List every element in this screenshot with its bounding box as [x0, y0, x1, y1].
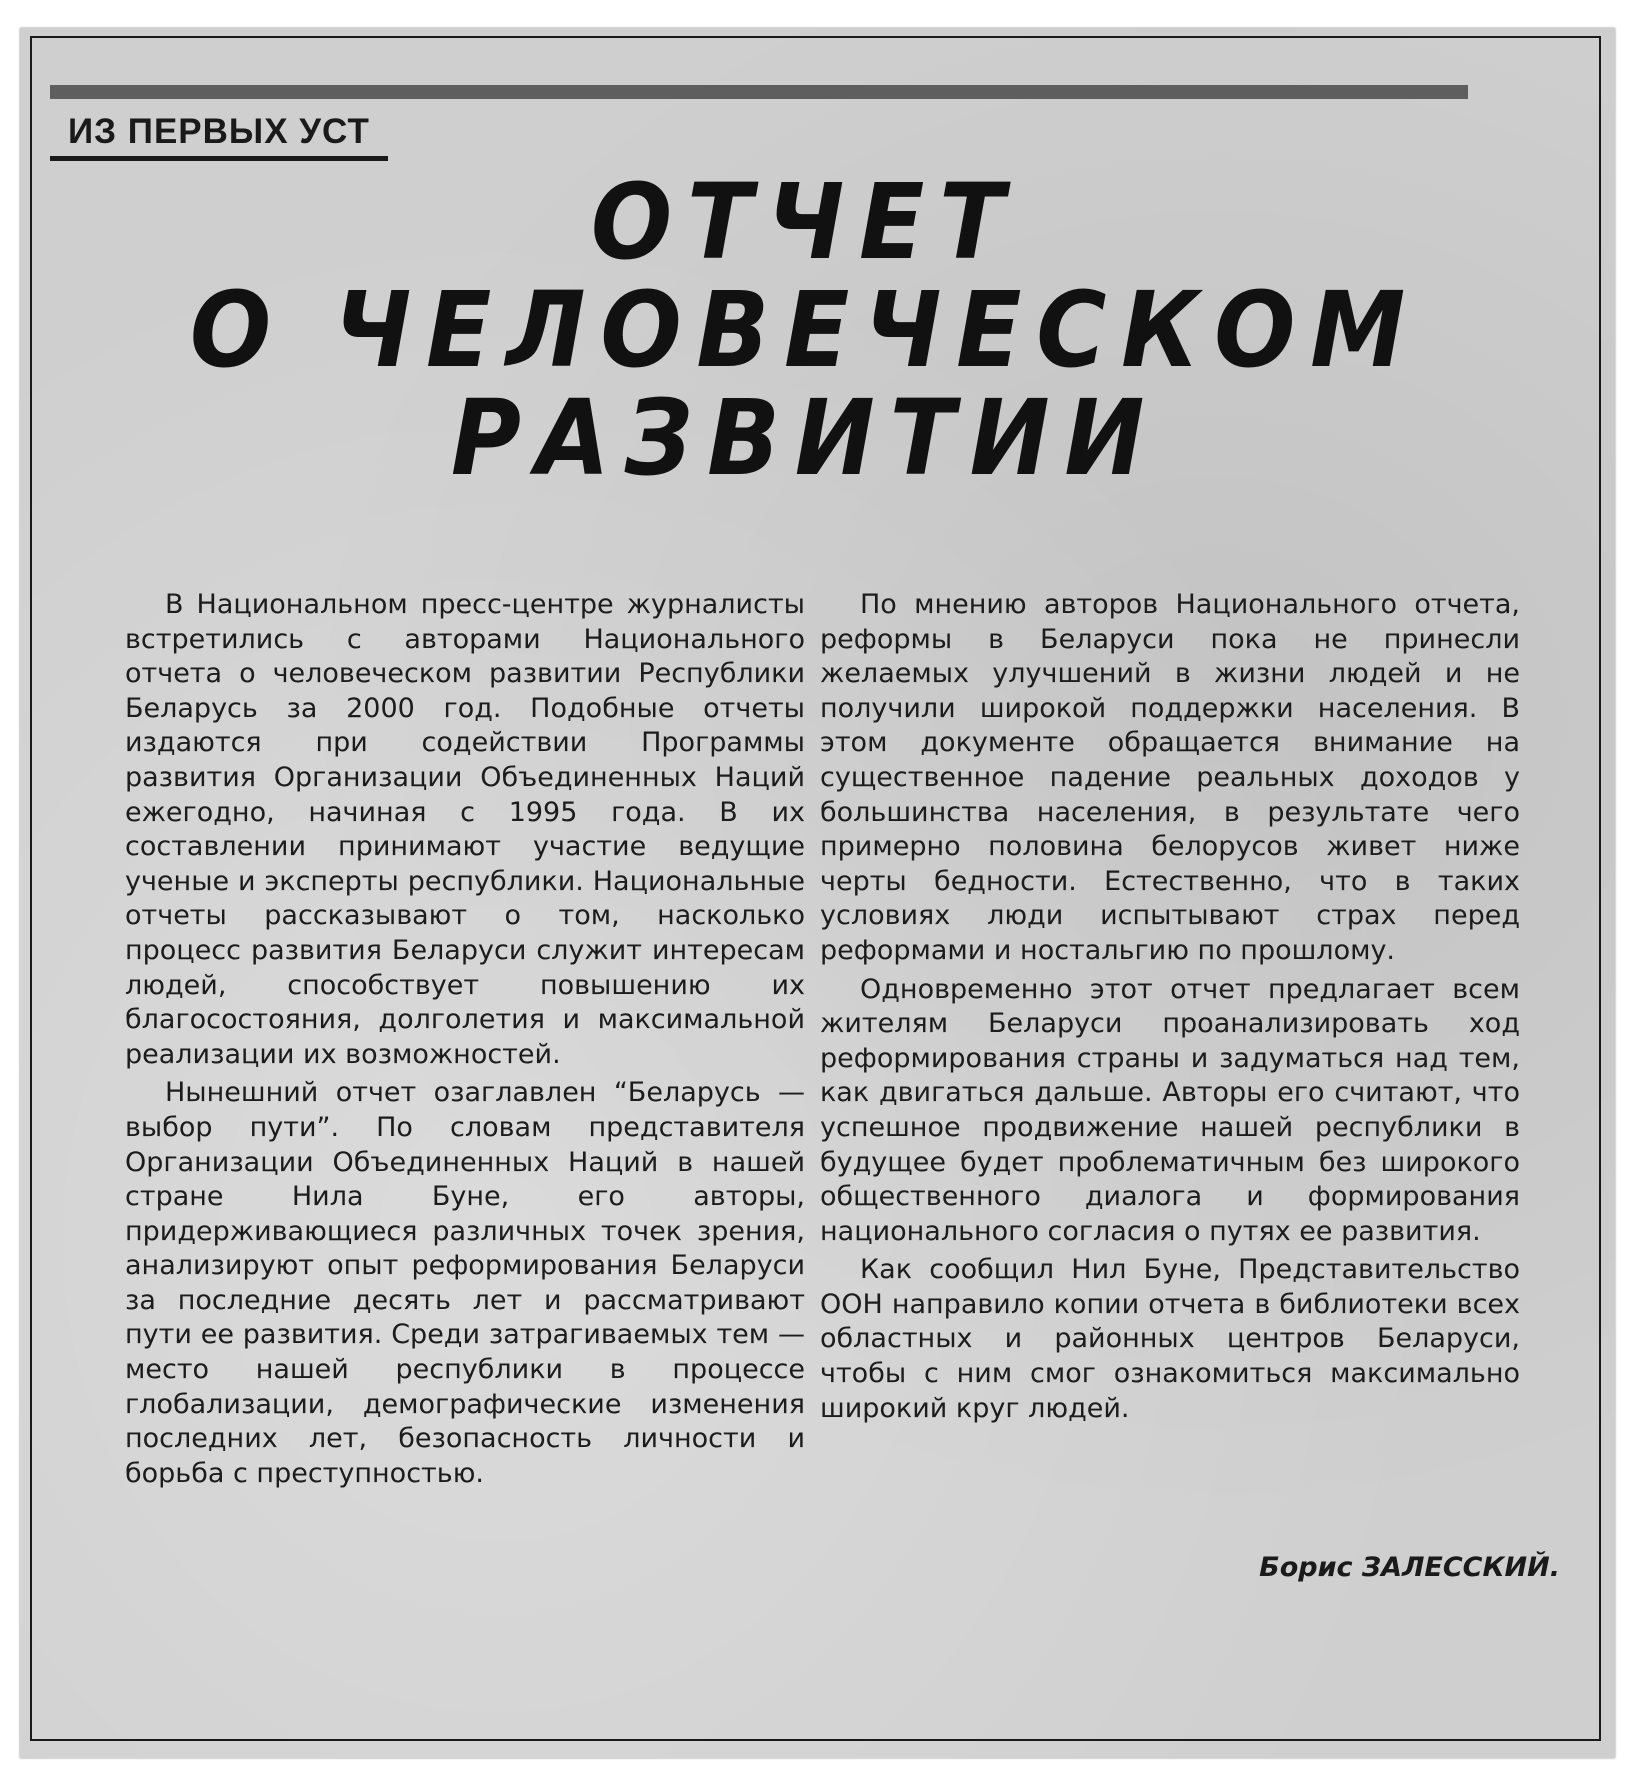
rubric-label: ИЗ ПЕРВЫХ УСТ	[50, 110, 388, 161]
headline	[138, 161, 1472, 499]
headline-line-2: О ЧЕЛОВЕЧЕСКОМ	[189, 269, 1421, 391]
paragraph: В Национальном пресс-центре журналисты встретились с авторами Национального отчета о человеческом развитии Республики Беларусь за 2000 год. Подобные отчеты издаются при содействии Программы развития Организации Объединенных Наций ежегодно, начиная с 1995 года. В их составлении принимают участие ведущие ученые и эксперты республики. Национальные отчеты рассказывают о том, насколько процесс развития Беларуси служит интересам людей, способствует повышению их благосостояния, долголетия и максимальной реализации их возможностей.	[125, 589, 805, 1070]
article-column-left	[125, 588, 805, 1495]
rubric-bar	[50, 85, 1468, 99]
paragraph: Как сообщил Нил Буне, Представительство ООН направило копии отчета в библиотеки всех областных и районных центров Беларуси, чтобы с ним смог ознакомиться максимально широкий круг людей.	[820, 1254, 1520, 1424]
paragraph: Одновременно этот отчет предлагает всем жителям Беларуси проанализировать ход реформирования страны и задуматься над тем, как двигаться дальше. Авторы его считают, что успешное продвижение нашей республики в будущее будет проблематичным без широкого общественного диалога и формирования национального согласия о путях ее развития.	[820, 973, 1520, 1247]
newspaper-clipping	[20, 28, 1615, 1758]
headline-line-3: РАЗВИТИИ	[450, 377, 1160, 499]
article-column-right	[820, 588, 1520, 1430]
paragraph: По мнению авторов Национального отчета, реформы в Беларуси пока не принесли желаемых улучшений в жизни людей и не получили широкой поддержки населения. В этом документе обращается внимание на существенное падение реальных доходов у большинства населения, в результате чего примерно половина белорусов живет ниже черты бедности. Естественно, что в таких условиях люди испытывают страх перед реформами и ностальгию по прошлому.	[820, 589, 1520, 966]
author-signature: Борис ЗАЛЕССКИЙ.	[1259, 1552, 1560, 1583]
headline-line-1: ОТЧЕТ	[590, 161, 1020, 283]
paragraph: Нынешний отчет озаглавлен “Беларусь — выбор пути”. По словам представителя Организации Объединенных Наций в нашей стране Нила Буне, его авторы, придерживающиеся различных точек зрения, анализируют опыт реформирования Беларуси за последние десять лет и рассматривают пути ее развития. Среди затрагиваемых тем — место нашей республики в процессе глобализации, демографические изменения последних лет, безопасность личности и борьба с преступностью.	[125, 1077, 805, 1489]
